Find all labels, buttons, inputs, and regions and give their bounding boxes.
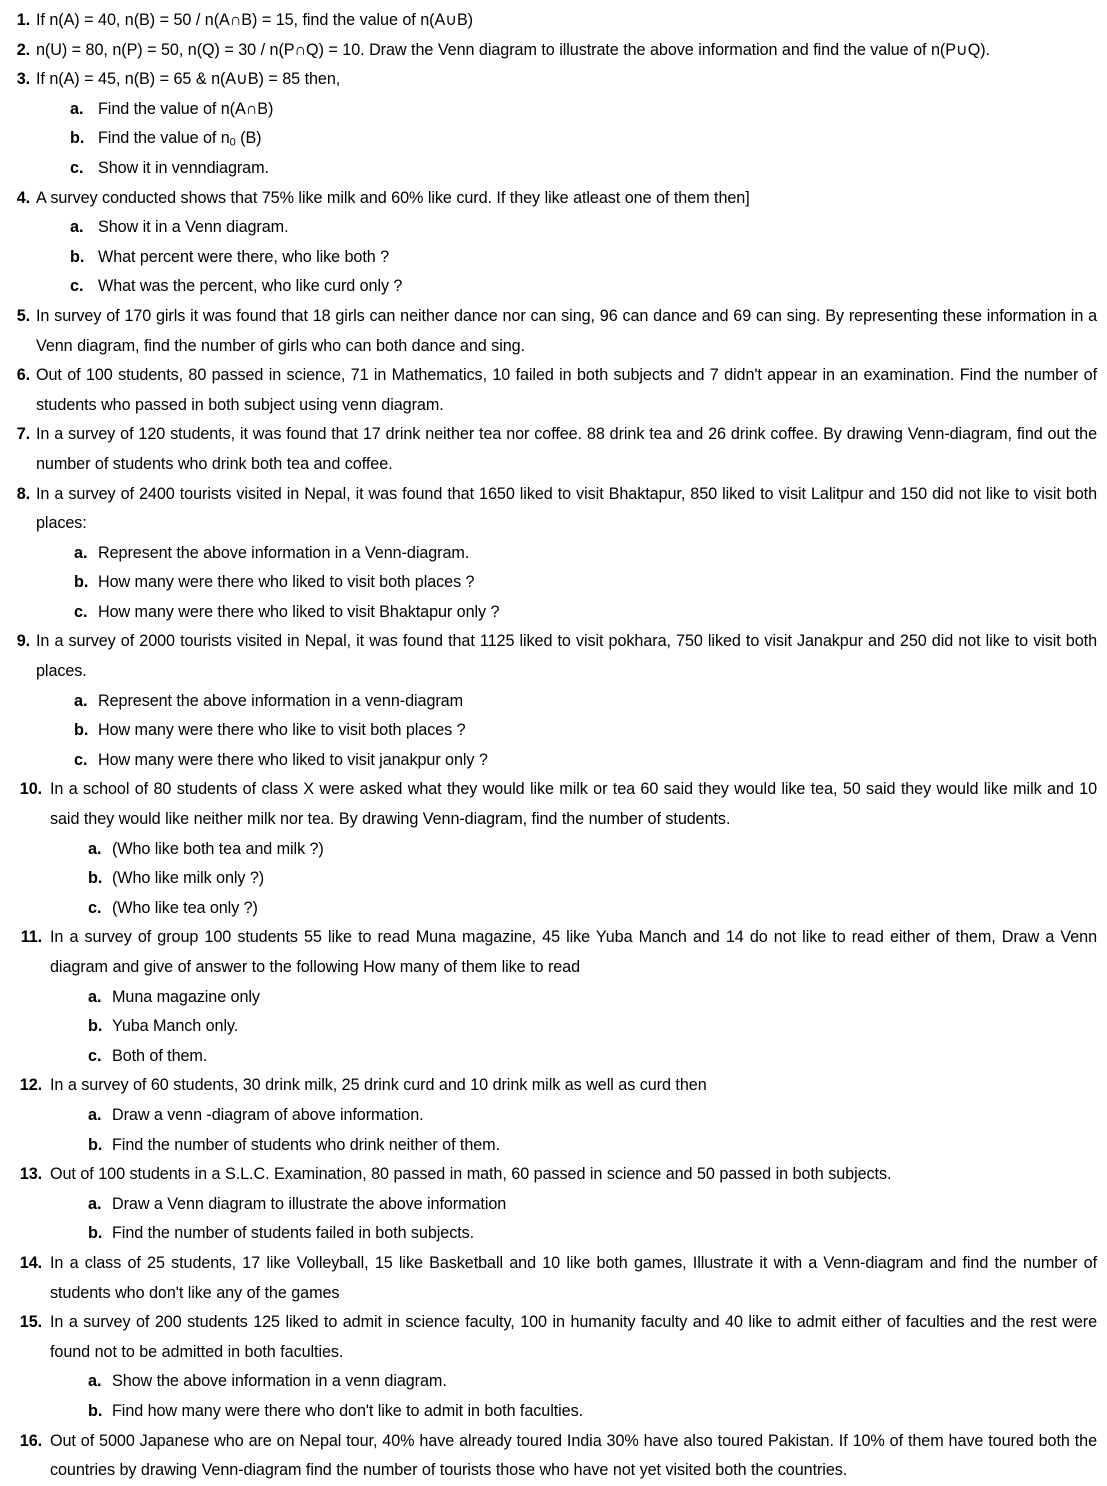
question-number: 6. (16, 366, 30, 385)
question-list (4, 6, 1097, 1486)
sub-question-item (50, 1367, 1097, 1397)
question-text: Out of 100 students in a S.L.C. Examination, 80 passed in math, 60 passed in science and 50 passed in both subjects. (50, 1165, 892, 1184)
sub-question-letter: a. (88, 839, 102, 858)
question-text: If n(A) = 40, n(B) = 50 / n(A∩B) = 15, find the value of n(A∪B) (36, 11, 473, 29)
sub-question-item (50, 1101, 1097, 1131)
question-number: 10. (19, 780, 42, 799)
sub-question-text: What was the percent, who like curd only ? (98, 277, 403, 296)
sub-question-text: Find the value of n(A∩B) (98, 99, 274, 118)
sub-question-item (50, 1219, 1097, 1249)
sub-question-text: Show it in a Venn diagram. (98, 218, 289, 237)
question-number: 8. (16, 484, 30, 503)
sub-question-letter: c. (74, 602, 88, 621)
sub-question-text: Find the number of students failed in both subjects. (112, 1224, 475, 1243)
question-item (4, 480, 1097, 628)
question-number: 13. (19, 1165, 42, 1184)
sub-question-letter: c. (88, 898, 102, 917)
sub-question-item (50, 1042, 1097, 1072)
sub-question-item (50, 1012, 1097, 1042)
sub-question-text: How many were there who liked to visit both places ? (98, 573, 475, 592)
question-item (4, 65, 1097, 183)
question-number: 12. (19, 1076, 42, 1095)
sub-question-item (36, 568, 1097, 598)
question-text: In a survey of 2000 tourists visited in Nepal, it was found that 1125 liked to visit pokhara, 750 liked to visit Janakpur and 250 did not like to visit both places. (36, 632, 1097, 681)
question-item (4, 184, 1097, 302)
sub-question-item (50, 835, 1097, 865)
sub-question-text: Show the above information in a venn diagram. (112, 1372, 447, 1391)
question-number: 2. (16, 40, 30, 59)
question-item (4, 627, 1097, 775)
question-text: In a survey of 120 students, it was found that 17 drink neither tea nor coffee. 88 drink tea and 26 drink coffee. By drawing Venn-diagram, find out the number of students who drink both tea and coffee. (36, 425, 1097, 473)
question-text: If n(A) = 45, n(B) = 65 & n(A∪B) = 85 then, (36, 70, 341, 89)
sub-question-letter: b. (88, 1401, 103, 1420)
question-text: Out of 5000 Japanese who are on Nepal tour, 40% have already toured India 30% have also toured Pakistan. If 10% of them have toured both the countries by drawing Venn-diagram find the number of tourists those who have not yet visited both the countries. (50, 1431, 1097, 1480)
question-text: n(U) = 80, n(P) = 50, n(Q) = 30 / n(P∩Q) = 10. Draw the Venn diagram to illustrate the above information and find the value of n(P∪Q). (36, 40, 990, 59)
question-text: In a survey of group 100 students 55 like to read Muna magazine, 45 like Yuba Manch and 14 do not like to read either of them, Draw a Venn diagram and give of answer to the following How many of them like to read (50, 928, 1097, 976)
sub-question-text (98, 124, 1097, 154)
sub-question-letter: a. (74, 691, 88, 710)
question-number: 7. (16, 425, 30, 444)
question-item (4, 420, 1097, 479)
sub-question-item (36, 213, 1097, 243)
sub-question-text: Draw a venn -diagram of above information. (112, 1105, 424, 1124)
sub-question-letter: b. (70, 129, 85, 148)
sub-question-item (50, 983, 1097, 1013)
sub-question-letter: a. (88, 1105, 102, 1124)
question-item (4, 361, 1097, 420)
sub-question-item (50, 1397, 1097, 1427)
sub-question-text-part: Find the value of n (98, 129, 230, 148)
question-text: In a school of 80 students of class X were asked what they would like milk or tea 60 said they would like tea, 50 said they would like milk and 10 said they would like neither milk nor tea. By drawing Venn-diagram, find the number of students. (50, 780, 1097, 829)
sub-question-letter: a. (88, 1194, 102, 1213)
question-number: 4. (16, 188, 30, 207)
question-item (4, 1427, 1097, 1486)
sub-question-text: How many were there who liked to visit janakpur only ? (98, 750, 488, 769)
sub-question-letter: b. (88, 1017, 103, 1036)
question-text: A survey conducted shows that 75% like milk and 60% like curd. If they like atleast one of them then] (36, 188, 750, 207)
sub-question-text: What percent were there, who like both ? (98, 247, 390, 266)
sub-question-item (36, 124, 1097, 154)
sub-question-letter: b. (70, 247, 85, 266)
question-number: 11. (20, 928, 42, 947)
sub-question-letter: c. (70, 277, 84, 296)
question-number: 14. (19, 1253, 42, 1272)
question-item (4, 1249, 1097, 1308)
sub-question-text: (Who like milk only ?) (112, 869, 265, 888)
question-text: In survey of 170 girls it was found that 18 girls can neither dance nor can sing, 96 can dance and 69 can sing. By representing these information in a Venn diagram, find the number of girls who can both dance and sing. (36, 306, 1097, 355)
sub-question-letter: c. (70, 158, 84, 177)
sub-question-item (50, 864, 1097, 894)
question-number: 3. (16, 70, 30, 89)
sub-question-item (50, 1190, 1097, 1220)
sub-question-item (36, 687, 1097, 717)
sub-question-item (36, 598, 1097, 628)
sub-question-text: Find how many were there who don't like to admit in both faculties. (112, 1401, 584, 1420)
sub-question-letter: c. (74, 750, 88, 769)
question-number: 1. (16, 11, 30, 29)
sub-question-text: Represent the above information in a Venn-diagram. (98, 543, 470, 562)
question-item (4, 36, 1097, 66)
sub-question-text: Yuba Manch only. (112, 1017, 239, 1036)
sub-question-letter: a. (88, 987, 102, 1006)
question-item (4, 302, 1097, 361)
sub-question-text: Find the number of students who drink neither of them. (112, 1135, 500, 1154)
sub-question-item (36, 95, 1097, 125)
question-number: 5. (16, 306, 30, 325)
question-item (4, 1160, 1097, 1249)
question-text: In a class of 25 students, 17 like Volleyball, 15 like Basketball and 10 like both games, Illustrate it with a Venn-diagram and find the number of students who don't like any of the games (50, 1253, 1097, 1302)
sub-question-letter: b. (88, 1224, 103, 1243)
question-text: Out of 100 students, 80 passed in science, 71 in Mathematics, 10 failed in both subjects and 7 didn't appear in an examination. Find the number of students who passed in both subject using venn diagram. (36, 366, 1097, 414)
sub-question-item (36, 716, 1097, 746)
subscript-zero: 0 (229, 136, 236, 149)
question-item (4, 923, 1097, 1071)
question-number: 15. (19, 1313, 42, 1332)
sub-question-text-tail: (B) (235, 129, 262, 148)
sub-question-letter: b. (88, 1135, 103, 1154)
sub-question-text: Both of them. (112, 1046, 208, 1065)
question-item (4, 6, 1097, 36)
sub-question-text: (Who like both tea and milk ?) (112, 839, 324, 858)
sub-question-letter: b. (88, 869, 103, 888)
sub-question-letter: a. (88, 1372, 102, 1391)
sub-question-letter: b. (74, 721, 89, 740)
sub-question-text: How many were there who liked to visit Bhaktapur only ? (98, 602, 500, 621)
sub-question-item (36, 243, 1097, 273)
sub-question-item (36, 539, 1097, 569)
sub-question-text: (Who like tea only ?) (112, 898, 258, 917)
question-item (4, 1071, 1097, 1160)
sub-question-text: Muna magazine only (112, 987, 260, 1006)
sub-question-text: Show it in venndiagram. (98, 158, 269, 177)
sub-question-item (50, 1131, 1097, 1161)
sub-question-letter: a. (70, 218, 84, 237)
sub-question-letter: a. (74, 543, 88, 562)
question-text: In a survey of 60 students, 30 drink milk, 25 drink curd and 10 drink milk as well as curd then (50, 1076, 707, 1095)
sub-question-letter: b. (74, 573, 89, 592)
question-item (4, 1308, 1097, 1426)
question-text: In a survey of 2400 tourists visited in Nepal, it was found that 1650 liked to visit Bhaktapur, 850 liked to visit Lalitpur and 150 did not like to visit both places: (36, 484, 1097, 533)
sub-question-item (50, 894, 1097, 924)
sub-question-text: Draw a Venn diagram to illustrate the above information (112, 1194, 507, 1213)
sub-question-text: How many were there who like to visit both places ? (98, 721, 466, 740)
question-number: 9. (16, 632, 30, 651)
sub-question-letter: a. (70, 99, 84, 118)
sub-question-text: Represent the above information in a venn-diagram (98, 691, 464, 710)
question-item (4, 775, 1097, 923)
sub-question-item (36, 746, 1097, 776)
sub-question-letter: c. (88, 1046, 102, 1065)
sub-question-item (36, 154, 1097, 184)
question-number: 16. (19, 1431, 42, 1450)
sub-question-item (36, 272, 1097, 302)
question-text: In a survey of 200 students 125 liked to admit in science faculty, 100 in humanity faculty and 40 like to admit either of faculties and the rest were found not to be admitted in both faculties. (50, 1313, 1097, 1361)
